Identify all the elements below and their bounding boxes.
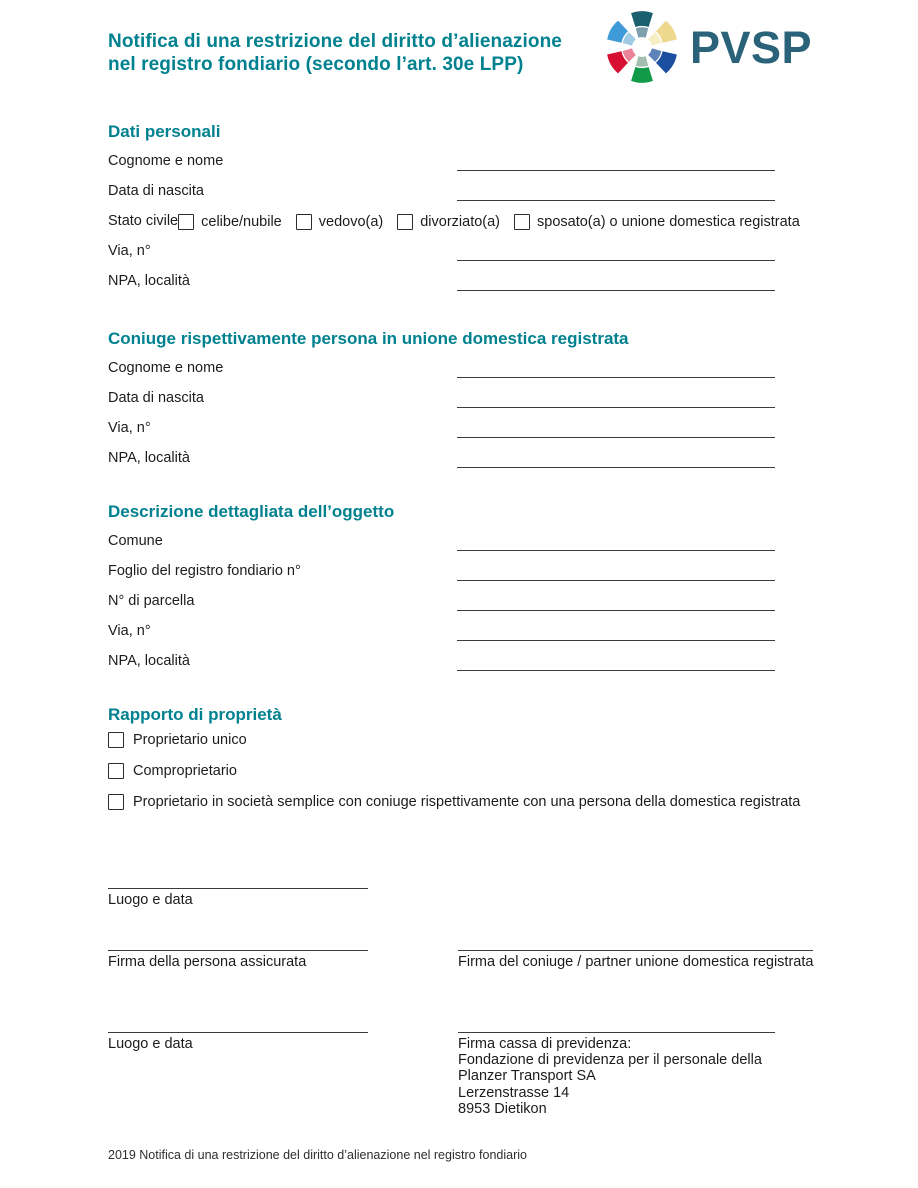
field-row-foglio xyxy=(108,551,775,581)
signature-block-fund xyxy=(108,1031,775,1117)
field-row-comune xyxy=(108,521,775,551)
ownership-option-comproprietario xyxy=(108,755,775,786)
option-label-sposato: sposato(a) o unione domestica registrata xyxy=(537,214,800,230)
field-row-via-personale xyxy=(108,231,775,261)
field-label-coniuge-nascita: Data di nascita xyxy=(108,390,204,406)
field-row-coniuge-via xyxy=(108,408,775,438)
field-line-oggetto-npa[interactable] xyxy=(457,669,775,671)
section-heading-coniuge: Coniuge rispettivamente persona in unione domestica registrata xyxy=(108,329,629,348)
field-row-coniuge-cognome xyxy=(108,348,775,378)
field-label-parcella: N° di parcella xyxy=(108,593,195,609)
fund-address-line4: 8953 Dietikon xyxy=(458,1100,547,1117)
field-label-npa-personale: NPA, località xyxy=(108,273,190,289)
field-line-cognome[interactable] xyxy=(457,169,775,171)
section-heading-rapporto: Rapporto di proprietà xyxy=(108,705,282,724)
signature-line-place-date-2[interactable] xyxy=(108,1031,368,1033)
checkbox-comproprietario[interactable] xyxy=(108,763,124,779)
option-divorziato xyxy=(397,214,500,231)
option-label-divorziato: divorziato(a) xyxy=(420,214,501,230)
field-row-coniuge-npa xyxy=(108,438,775,468)
signature-block-persons xyxy=(108,949,814,970)
stato-civile-label: Stato civile xyxy=(108,213,179,229)
field-row-coniuge-nascita xyxy=(108,378,775,408)
ownership-option-societa xyxy=(108,786,801,817)
field-label-cognome: Cognome e nome xyxy=(108,153,224,169)
signature-label-insured: Firma della persona assicurata xyxy=(108,954,307,970)
pinwheel-icon xyxy=(603,8,681,86)
form-header xyxy=(0,0,918,123)
page-title-line1: Notifica di una restrizione del diritto d’alienazione xyxy=(108,31,562,52)
field-label-comune: Comune xyxy=(108,533,163,549)
option-label-celibe: celibe/nubile xyxy=(201,214,282,230)
field-label-nascita: Data di nascita xyxy=(108,183,204,199)
ownership-option-unico xyxy=(108,724,775,755)
signature-line-insured[interactable] xyxy=(108,949,368,951)
field-row-cognome xyxy=(108,141,775,171)
field-label-coniuge-cognome: Cognome e nome xyxy=(108,360,224,376)
field-label-oggetto-via: Via, n° xyxy=(108,623,151,639)
stato-civile-row xyxy=(108,201,800,231)
field-line-nascita[interactable] xyxy=(457,199,775,201)
checkbox-sposato[interactable] xyxy=(514,214,530,230)
signature-col-place-date-2 xyxy=(108,1031,458,1117)
checkbox-divorziato[interactable] xyxy=(397,214,413,230)
option-vedovo xyxy=(296,214,383,231)
field-line-coniuge-npa[interactable] xyxy=(457,466,775,468)
field-row-parcella xyxy=(108,581,775,611)
field-line-coniuge-nascita[interactable] xyxy=(457,406,775,408)
field-label-foglio: Foglio del registro fondiario n° xyxy=(108,563,301,579)
field-label-coniuge-npa: NPA, località xyxy=(108,450,190,466)
field-line-via-personale[interactable] xyxy=(457,259,775,261)
field-row-npa-personale xyxy=(108,261,775,291)
fund-address-line1: Fondazione di previdenza per il personale della xyxy=(458,1052,762,1069)
field-label-coniuge-via: Via, n° xyxy=(108,420,151,436)
field-line-comune[interactable] xyxy=(457,549,775,551)
field-line-parcella[interactable] xyxy=(457,609,775,611)
signature-label-place-date-2: Luogo e data xyxy=(108,1036,193,1052)
ownership-label-societa: Proprietario in società semplice con coniuge rispettivamente con una persona della domestica registrata xyxy=(133,793,801,810)
signature-col-fund xyxy=(458,1031,775,1117)
ownership-label-unico: Proprietario unico xyxy=(133,731,247,748)
signature-col-spouse xyxy=(458,949,813,970)
signature-line-spouse[interactable] xyxy=(458,949,813,951)
signature-line-place-date-1[interactable] xyxy=(108,887,368,889)
field-line-coniuge-via[interactable] xyxy=(457,436,775,438)
field-row-oggetto-via xyxy=(108,611,775,641)
option-celibe xyxy=(178,214,282,231)
checkbox-societa-semplice[interactable] xyxy=(108,794,124,810)
field-line-oggetto-via[interactable] xyxy=(457,639,775,641)
signature-line-fund[interactable] xyxy=(458,1031,775,1033)
option-label-vedovo: vedovo(a) xyxy=(318,214,384,230)
checkbox-celibe[interactable] xyxy=(178,214,194,230)
field-label-via-personale: Via, n° xyxy=(108,243,151,259)
page-title xyxy=(108,30,562,76)
field-line-npa-personale[interactable] xyxy=(457,289,775,291)
signature-block-place-date-1 xyxy=(108,887,775,908)
signature-label-spouse: Firma del coniuge / partner unione domestica registrata xyxy=(458,954,814,970)
ownership-label-comproprietario: Comproprietario xyxy=(133,762,237,779)
fund-address-line3: Lerzenstrasse 14 xyxy=(458,1084,570,1101)
page-title-line2: nel registro fondiario (secondo l’art. 30e LPP) xyxy=(108,54,524,75)
field-row-nascita xyxy=(108,171,775,201)
section-heading-dati-personali: Dati personali xyxy=(108,122,221,141)
pvsp-logo xyxy=(603,8,812,86)
logo-wordmark: PVSP xyxy=(689,21,812,73)
field-line-coniuge-cognome[interactable] xyxy=(457,376,775,378)
option-sposato xyxy=(514,214,800,231)
field-row-oggetto-npa xyxy=(108,641,775,671)
section-heading-oggetto: Descrizione dettagliata dell’oggetto xyxy=(108,502,395,521)
checkbox-proprietario-unico[interactable] xyxy=(108,732,124,748)
field-line-foglio[interactable] xyxy=(457,579,775,581)
footer-text: 2019 Notifica di una restrizione del diritto d’alienazione nel registro fondiario xyxy=(108,1148,527,1163)
form-content xyxy=(108,122,814,1163)
signature-label-place-date-1: Luogo e data xyxy=(108,892,193,908)
fund-signature-label: Firma cassa di previdenza: xyxy=(458,1036,632,1052)
signature-col-insured xyxy=(108,949,458,970)
checkbox-vedovo[interactable] xyxy=(296,214,312,230)
fund-address-line2: Planzer Transport SA xyxy=(458,1068,596,1085)
field-label-oggetto-npa: NPA, località xyxy=(108,653,190,669)
